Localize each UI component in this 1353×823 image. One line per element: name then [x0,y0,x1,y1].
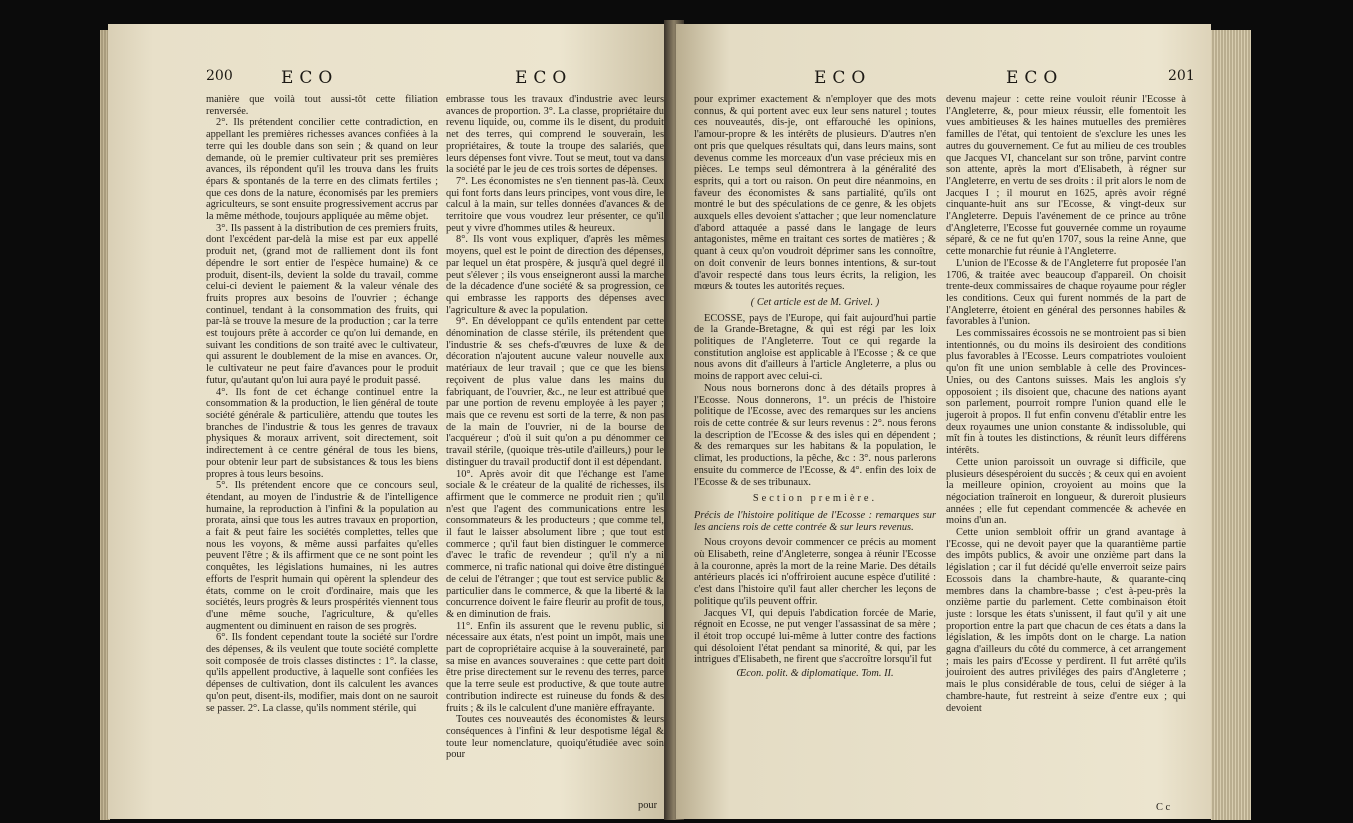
paragraph: Jacques VI, qui depuis l'abdication forcée de Marie, régnoit en Ecosse, ne put venger l'assassinat de sa mère ; il étoit trop occupé lui-même à lutter contre des factions qui désoloient l'état pendant sa minorité, & qui, par les intrigues d'Elisabeth, ne firent que s'accroître lorsqu'il fut [694,607,936,666]
running-head: ECO [814,68,872,88]
paragraph: Nous nous bornerons donc à des détails propres à l'Ecosse. Nous donnerons, 1°. un précis de l'histoire politique de l'Ecosse, avec des remarques sur les anciens rois de cette contrée & sur leurs revenus : 2°. nous ferons la description de l'Ecosse & des isles qui en dépendent ; & des remarques sur les habitans & la population, le climat, les productions, la pêche, &c : 3°. nous parlerons ensuite du commerce de l'Ecosse, & 4°. enfin des loix de l'Ecosse & de ses tribunaux. [694,382,936,488]
author-credit: ( Cet article est de M. Grivel. ) [750,296,880,308]
right-column [446,94,664,761]
paragraph: Toutes ces nouveautés des économistes & leurs conséquences à l'infini & leur despotisme légal & toute leur nomenclature, quoiqu'étudiée avec soin pour [446,714,664,761]
page-number: 200 [206,68,233,84]
paragraph: 2°. Ils prétendent concilier cette contradiction, en appellant les premières richesses avances confiées à la terre qui les double dans son sein ; & quand on leur demande, où le premier cultivateur prit ses premières avances, ils répondent qu'il les trouva dans les fruits épars & spontanés de la terre en des climats fertiles ; que ces dons de la nature, économisés par les premiers agriculteurs, se sont ensuite progressivement accrus par la même méthode, toujours appliquée au même objet. [206,117,438,223]
right-column [946,94,1186,714]
paragraph: 4°. Ils font de cet échange continuel entre la consommation & la production, le lien général de toute société générale & particulière, attendu que toutes les branches de l'industrie & tous les genres de travaux physiques & moraux arrivent, soit directement, soit indirectement à ce centre général de tous les biens, pour obtenir leur part de subsistances & tous les biens propres à tous leurs besoins. [206,386,438,480]
paragraph: manière que voilà tout aussi-tôt cette filiation renversée. [206,94,438,117]
paragraph: devenu majeur : cette reine vouloit réunir l'Ecosse à l'Angleterre, &, pour mieux réussir, elle fomentoit les vues ambitieuses & les haines mutuelles des premières familles de l'état, qui tentoient de s'exclure les unes les autres du gouvernement. Ce fut au milieu de ces troubles que Jacques VI, chancelant sur son trône, parvint contre son attente, après la mort d'Elisabeth, à régner sur l'Angleterre, en vertu de ses droits : il prit alors le nom de Jacques I ; il mourut en 1625, après avoir régné cinquante-huit ans sur l'Ecosse, & vingt-deux sur l'Angleterre. Depuis l'avénement de ce prince au trône d'Angleterre, l'Ecosse fut gouvernée comme un royaume séparé, & ce ne fut qu'en 1707, sous la reine Anne, que cette monarchie fut réunie à l'Angleterre. [946,94,1186,258]
paragraph: 9°. En développant ce qu'ils entendent par cette dénomination de classe stérile, ils prétendent que l'industrie & ses chefs-d'œuvres de luxe & de décoration n'ajoutent aucune valeur nouvelle aux matériaux de leur travail ; que ce que les biens reçoivent de plus value dans les mains du fabriquant, de l'ouvrier, &c., ne leur est attribué que par une portion de revenu employée à les payer ; mais que ce revenu est sorti de la terre, & non pas de la main de l'ouvrier, ni de la bourse de l'acquéreur ; d'où il suit qu'on a pu dénommer ce travail stérile, (quoique très-utile d'ailleurs,) pour le distinguer du travail productif dont il est dépendant. [446,316,664,468]
running-head: ECO [1006,68,1064,88]
running-head: ECO [515,68,573,88]
running-head: ECO [281,68,339,88]
page-edge-right [1211,30,1251,820]
paragraph: 11°. Enfin ils assurent que le revenu public, si nécessaire aux états, n'est point un impôt, mais une part de copropriétaire acquise à la souveraineté, par sa mise en avances souveraines : que cette part doit être prise directement sur le revenu des terres, parce que la terre seule est productive, & que toute autre contribution indirecte est ruineuse du fonds & des fruits ; & ils le calculent d'une manière effrayante. [446,620,664,714]
section-heading: Section première. [752,493,878,505]
left-page [108,24,673,819]
paragraph: 7°. Les économistes ne s'en tiennent pas-là. Ceux qui font forts dans leurs principes, vont vous dire, le calcul à la main, sur telles données d'avances & de territoire que vous voudrez leur présenter, ce qu'il peut y vivre d'hommes utiles & heureux. [446,175,664,234]
paragraph: pour exprimer exactement & n'employer que des mots connus, & qui portent avec eux leur sens naturel ; toutes ces nouveautés, dis-je, ont effarouché les opinions, l'amour-propre & les intérêts de plusieurs. D'autres n'en ont pris que quelques résultats qui, dans leurs mains, sont devenus comme les morceaux d'un vase précieux mis en pièces. Le temps seul démontrera à la généralité des esprits, qui a tort ou raison. On peut dire néanmoins, en faveur des économistes & sans partialité, qu'ils ont montré le but des spéculations de ce genre, & les objets auxquels elles devoient s'attacher ; que leur nomenclature d'abord attaquée a passé dans le langage de leurs antagonistes, même en traitant ces sortes de matières ; & quant à ceux qu'on voudroit déprimer sans les connoître, on doit convenir de leurs bonnes intentions, & sur-tout d'avoir respecté dans tous leurs écrits, la religion, les mœurs & toutes les autorités reçues. [694,94,936,293]
paragraph: embrasse tous les travaux d'industrie avec leurs avances de proportion. 3°. La classe, propriétaire du revenu liquide, ou, comme ils le disent, du produit net des terres, qui comprend le souverain, les propriétaires, & toute la troupe des salariés, que leurs dépenses font vivre. Tout se meut, tout va dans la société par le jeu de ces trois sortes de dépenses. [446,94,664,176]
paragraph: 5°. Ils prétendent encore que ce concours seul, étendant, au moyen de l'industrie & de l'intelligence humaine, la reproduction à l'infini & la population au prorata, ainsi que tous les autres travaux en proportion, a fait & peut faire les sociétés complettes, telles que nous les voyons, & même aussi parfaites qu'elles peuvent l'être ; & ils affirment que ce ne sont point les conquêtes, les législations humaines, ni les autres efforts de l'esprit humain qui opèrent la splendeur des états, comme on le croit d'ordinaire, mais que les sociétés, leurs progrès & leurs prospérités viennent tous d'une même souche, l'agriculture, & qu'elles augmentent ou diminuent en raison de ses progrès. [206,480,439,632]
left-column [206,94,438,714]
paragraph: Cette union sembloit offrir un grand avantage à l'Ecosse, qui ne devoit payer que la quarantième partie des impôts publics, & avoir une onzième part dans la législation ; car il fut décidé qu'elle enverroit seize pairs Ecossois dans la chambre-haute, & quarante-cinq membres dans la chambre-basse ; c'est à-peu-près la onzième partie du parlement. Cette combinaison étoit juste : lorsque les états s'unissent, il faut qu'il y ait une proportion entre la part que chacun de ces états a dans la législation, & les impôts dont on le charge. La nation gagna d'ailleurs du côté du commerce, à cet arrangement ; mais les pairs d'Ecosse y perdirent. Il fut arrêté qu'ils jouiroient des autres priviléges des pairs d'Angleterre ; mais le plus considérable de tous, celui de siéger à la chambre-haute, fut restreint à seize d'entre eux ; qui devoient [946,527,1186,714]
catchword: pour [638,800,658,811]
paragraph: 6°. Ils fondent cependant toute la société sur l'ordre des dépenses, & ils veulent que toute société complette soit composée de trois classes distinctes : 1°. la classe, qu'ils appellent productive, à laquelle sont confiées les dépenses de cultivation, dont ils calculent les avances qu'on peut, disent-ils, modifier, mais dont on ne sauroit se passer. 2°. La classe, qu'ils nomment stérile, qui [206,632,438,714]
signature-mark: C c [1156,802,1171,813]
paragraph: L'union de l'Ecosse & de l'Angleterre fut proposée l'an 1706, & traitée avec beaucoup d'appareil. On choisit trente-deux commissaires de chaque royaume pour régler les conditions. Ceux qui furent nommés de la part de l'Angleterre, étoient en général des personnes habiles & favorables à l'union. [946,257,1186,328]
footer-signature: Œcon. polit. & diplomatique. Tom. II. [736,668,894,680]
left-column [694,94,936,680]
paragraph: 8°. Ils vont vous expliquer, d'après les mêmes moyens, quel est le point de direction des dépenses, par lequel un état prospère, & jusqu'à quel degré il peut s'élever ; ils vous enseigneront aussi la marche de la décadence d'une société & sa progression, ce qui embrasse les rapports des dépenses avec l'agriculture & avec la population. [446,234,664,316]
section-subtitle: Précis de l'histoire politique de l'Ecosse : remarques sur les anciens rois de cette contrée & sur leurs revenus. [694,509,936,533]
paragraph: ECOSSE, pays de l'Europe, qui fait aujourd'hui partie de la Grande-Bretagne, & qui est régi par les loix politiques de l'Angleterre. Tout ce qui regarde la constitution angloise est applicable à l'Ecosse ; & ce que nous avons dit d'ailleurs à l'article Angleterre, a plus ou moins de rapport avec celui-ci. [694,312,936,383]
paragraph: Cette union paroissoit un ouvrage si difficile, que plusieurs désespéroient du succès ; & ceux qui en avoient la meilleure opinion, croyoient au moins que la négociation traîneroit en longueur, & dureroit plusieurs années ; elle fut cependant commencée & achevée en moins d'un an. [946,456,1186,527]
paragraph: Les commissaires écossois ne se montroient pas si bien intentionnés, ou du moins ils desiroient des conditions plus favorables à l'Ecosse. Leurs compatriotes vouloient qu'on fît une union semblable à celle des Provinces-Unies, ou des Cantons suisses. Mais les anglois s'y opposoient ; ils disoient que, chacune des nations ayant son parlement, pourroit rompre l'union quand elle le jugeroit à propos. Il fut enfin convenu d'établir entre les deux royaumes une union constante & indissoluble, qui mît fin à toutes les distinctions, & réunît leurs différens intérêts. [946,328,1186,457]
paragraph: 3°. Ils passent à la distribution de ces premiers fruits, dont l'excédent par-delà la mise est par eux appellé produit net, (grand mot de ralliement dont ils font dépendre le sort entier de l'espèce humaine) & ce produit, disent-ils, devient la solde du travail, comme celui-ci devient le paiement & la valeur vénale des fruits propres aux besoins de l'ouvrier ; échange continuel, tendant à la consommation des fruits, qui par-là se trouve la mesure de la production ; car la terre est toujours prête à accorder ce qu'on lui demande, en suivant les conditions de son traité avec le cultivateur, qui assurent le doublement de la mise en avances. Or, le cultivateur ne peut faire d'avances pour le produit futur, qu'autant qu'on lui aura payé le produit passé. [206,222,438,386]
paragraph: Nous croyons devoir commencer ce précis au moment où Elisabeth, reine d'Angleterre, songea à réunir l'Ecosse à la couronne, après la mort de la reine Marie. Des détails antérieurs placés ici n'offriroient aucune espèce d'utilité : c'est dans l'histoire qu'il faut aller chercher les leçons de politique qu'ils peuvent offrir. [694,537,936,607]
right-page [676,24,1211,819]
page-number: 201 [1168,68,1195,84]
paragraph: 10°. Après avoir dit que l'échange est l'ame sociale & le créateur de la qualité de richesses, ils affirment que le commerce ne produit rien ; qu'il n'est que l'agent des communications entre les consommateurs & les producteurs ; que comme tel, il faut le laisser absolument libre ; que tout est commerce ; qu'il faut bien distinguer le commerce d'avec le trafic de revendeur ; qu'il n'y a ni commerce, ni trafic national qui doive être distingué de celui de l'étranger ; que tout est service public & particulier dans le commerce, & que la liberté & la concurrence doivent le faire fleurir au profit de tous, & en diminution de frais. [446,468,664,620]
